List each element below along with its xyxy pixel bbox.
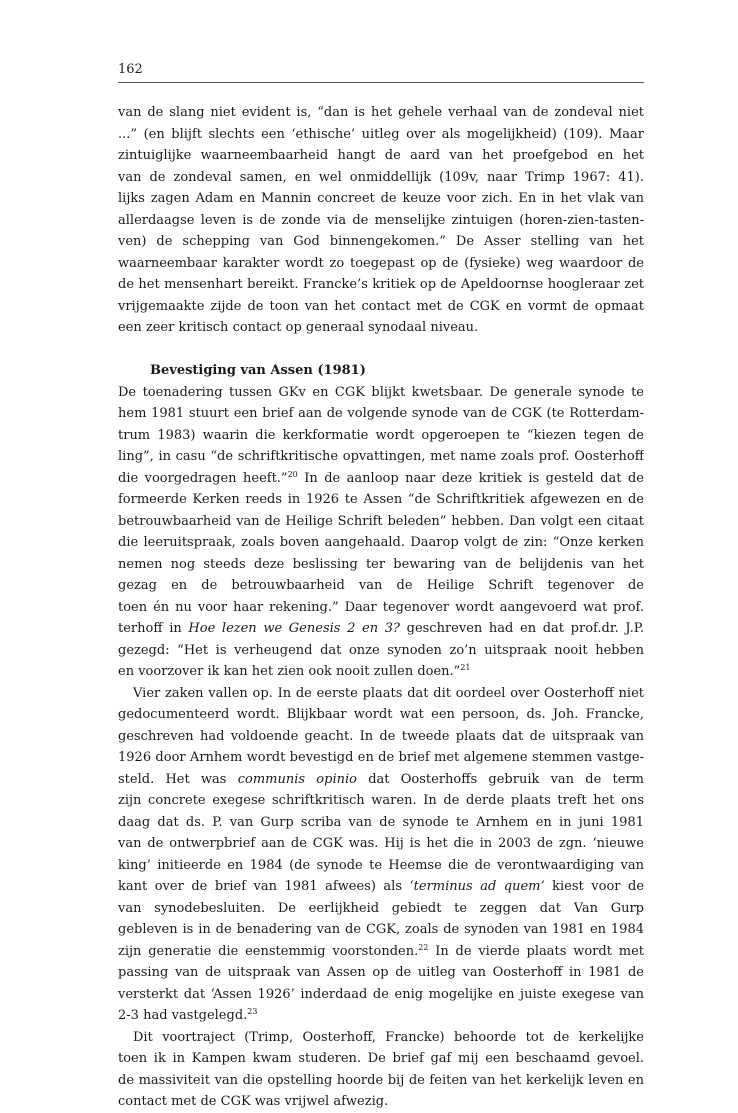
text-span: die voorgedragen heeft.” bbox=[118, 470, 288, 486]
text-span: kiest voor de bbox=[552, 879, 644, 894]
text-line bbox=[118, 618, 644, 640]
text-span: steld. Het was bbox=[118, 771, 238, 787]
text-line: lijks zagen Adam en Mannin concreet de keuze voor zich. En in het vlak van bbox=[118, 191, 644, 206]
text-line: Vier zaken vallen op. In de eerste plaats dat dit oordeel over Oosterhoff niet bbox=[133, 685, 644, 701]
text-line: van de slang niet evident is, “dan is het gehele verhaal van de zondeval niet bbox=[118, 105, 644, 120]
text-span: zijn generatie die eenstemmig voorstonden. bbox=[118, 943, 419, 959]
text-line: gedocumenteerd wordt. Blijkbaar wordt wat een persoon, ds. Joh. Francke, bbox=[118, 707, 644, 722]
text-line: trum 1983) waarin die kerkformatie wordt opgeroepen te “kiezen tegen de bbox=[118, 427, 644, 443]
text-line: De toenadering tussen GKv en CGK blijkt kwetsbaar. De generale synode te bbox=[118, 384, 644, 400]
text-line: gezag en de betrouwbaarheid van de Heilige Schrift tegenover de bbox=[118, 578, 644, 593]
text-line: een zeer kritisch contact op generaal synodaal niveau. bbox=[118, 320, 479, 335]
text-line: van synodebesluiten. De eerlijkheid gebiedt te zeggen dat Van Gurp bbox=[118, 900, 644, 916]
text-line: toen ik in Kampen kwam studeren. De brief gaf mij een beschaamd gevoel. bbox=[118, 1051, 644, 1066]
body-text bbox=[118, 102, 644, 1113]
text-line: zintuiglijke waarneembaarheid hangt de aard van het proefgebod en het bbox=[118, 148, 644, 163]
text-line bbox=[118, 661, 644, 683]
text-line bbox=[118, 468, 644, 490]
text-line: waarneembaar karakter wordt zo toegepast op de (fysieke) weg waardoor de bbox=[118, 255, 644, 271]
text-line bbox=[118, 876, 644, 898]
text-line: king’ initieerde en 1984 (de synode te Heemse die de verontwaardiging van bbox=[118, 857, 644, 873]
text-line: formeerde Kerken reeds in 1926 te Assen “de Schriftkritiek afgewezen en de bbox=[118, 492, 644, 507]
text-span: geschreven had en dat prof.dr. J.P. bbox=[406, 621, 644, 636]
text-line: van de ontwerpbrief aan de CGK was. Hij is het die in 2003 de zgn. ‘nieuwe bbox=[118, 836, 644, 851]
text-line: passing van de uitspraak van Assen op de uitleg van Oosterhoff in 1981 de bbox=[118, 965, 644, 980]
text-span: 2-3 had vastgelegd. bbox=[118, 1008, 248, 1023]
section-heading: Bevestiging van Assen (1981) bbox=[150, 363, 366, 378]
text-line: toen én nu voor haar rekening.” Daar tegenover wordt aangevoerd wat prof. bbox=[118, 599, 644, 615]
book-title: Hoe lezen we Genesis 2 en 3? bbox=[188, 621, 400, 636]
text-line: ling”, in casu “de schriftkritische opvattingen, met name zoals prof. Oosterhoff bbox=[118, 449, 644, 464]
footnote-ref-20: 20 bbox=[287, 469, 298, 479]
text-line: die leeruitspraak, zoals boven aangehaald. Daarop volgt de zin: “Onze kerken bbox=[118, 535, 644, 550]
text-line: ven) de schepping van God binnengekomen.” De Asser stelling van het bbox=[118, 234, 644, 249]
text-line: contact met de CGK was vrijwel afwezig. bbox=[118, 1094, 389, 1109]
footnote-ref-22: 22 bbox=[418, 942, 429, 952]
footnote-ref-23: 23 bbox=[247, 1007, 258, 1016]
text-line bbox=[118, 769, 644, 791]
blank-line bbox=[118, 339, 644, 361]
text-line bbox=[118, 1005, 644, 1027]
latin-term: communis opinio bbox=[237, 771, 357, 787]
text-line: de het mensenhart bereikt. Francke’s kritiek op de Apeldoornse hoogleraar zet bbox=[118, 277, 644, 292]
text-span: In de aanloop naar deze kritiek is gesteld dat de bbox=[304, 470, 644, 486]
text-line: gezegd: “Het is verheugend dat onze synoden zo’n uitspraak nooit hebben bbox=[118, 642, 644, 658]
text-line: 1926 door Arnhem wordt bevestigd en de brief met algemene stemmen vastge- bbox=[118, 750, 644, 765]
text-line: allerdaagse leven is de zonde via de menselijke zintuigen (horen-zien-tasten- bbox=[118, 212, 644, 228]
text-span: kant over de brief van 1981 afwees) als bbox=[118, 879, 410, 894]
text-line: Dit voortraject (Trimp, Oosterhoff, Francke) behoorde tot de kerkelijke bbox=[133, 1029, 644, 1045]
text-span: dat Oosterhoffs gebruik van de term bbox=[368, 771, 644, 787]
text-line: ...” (en blijft slechts een ‘ethische’ uitleg over als mogelijkheid) (109). Maar bbox=[118, 126, 644, 142]
text-span: en voorzover ik kan het zien ook nooit zullen doen.” bbox=[118, 664, 461, 679]
header-rule bbox=[118, 82, 644, 83]
latin-term: ‘terminus ad quem’ bbox=[409, 879, 545, 894]
text-line: zijn concrete exegese schriftkritisch waren. In de derde plaats treft het ons bbox=[118, 793, 644, 808]
paragraph-3 bbox=[118, 683, 644, 1027]
text-line bbox=[118, 941, 644, 963]
text-span: terhoff in bbox=[118, 621, 189, 636]
paragraph-2 bbox=[118, 382, 644, 683]
text-span: In de vierde plaats wordt met bbox=[435, 943, 644, 959]
text-line: geschreven had voldoende geacht. In de tweede plaats dat de uitspraak van bbox=[118, 728, 644, 744]
paragraph-1 bbox=[118, 102, 644, 339]
text-line: nemen nog steeds deze beslissing ter bewaring van de belijdenis van het bbox=[118, 556, 644, 572]
text-line: betrouwbaarheid van de Heilige Schrift beleden” hebben. Dan volgt een citaat bbox=[118, 513, 644, 529]
text-line: daag dat ds. P. van Gurp scriba van de synode te Arnhem en in juni 1981 bbox=[118, 814, 644, 830]
page-number: 162 bbox=[118, 62, 143, 77]
text-line: van de zondeval samen, en wel onmiddellijk (109v, naar Trimp 1967: 41). bbox=[118, 169, 644, 185]
text-span: versterkt dat ‘Assen 1926’ inderdaad de enig mogelijke en juiste exegese van bbox=[118, 986, 644, 1002]
paragraph-4 bbox=[118, 1027, 644, 1113]
text-line: de massiviteit van die opstelling hoorde bij de feiten van het kerkelijk leven en bbox=[118, 1072, 644, 1088]
footnote-ref-21: 21 bbox=[460, 663, 471, 672]
text-line: vrijgemaakte zijde de toon van het contact met de CGK en vormt de opmaat bbox=[118, 298, 644, 314]
text-line bbox=[118, 984, 644, 1006]
text-line: gebleven is in de benadering van de CGK, zoals de synoden van 1981 en 1984 bbox=[118, 922, 644, 937]
text-line: hem 1981 stuurt een brief aan de volgende synode van de CGK (te Rotterdam- bbox=[118, 406, 644, 421]
